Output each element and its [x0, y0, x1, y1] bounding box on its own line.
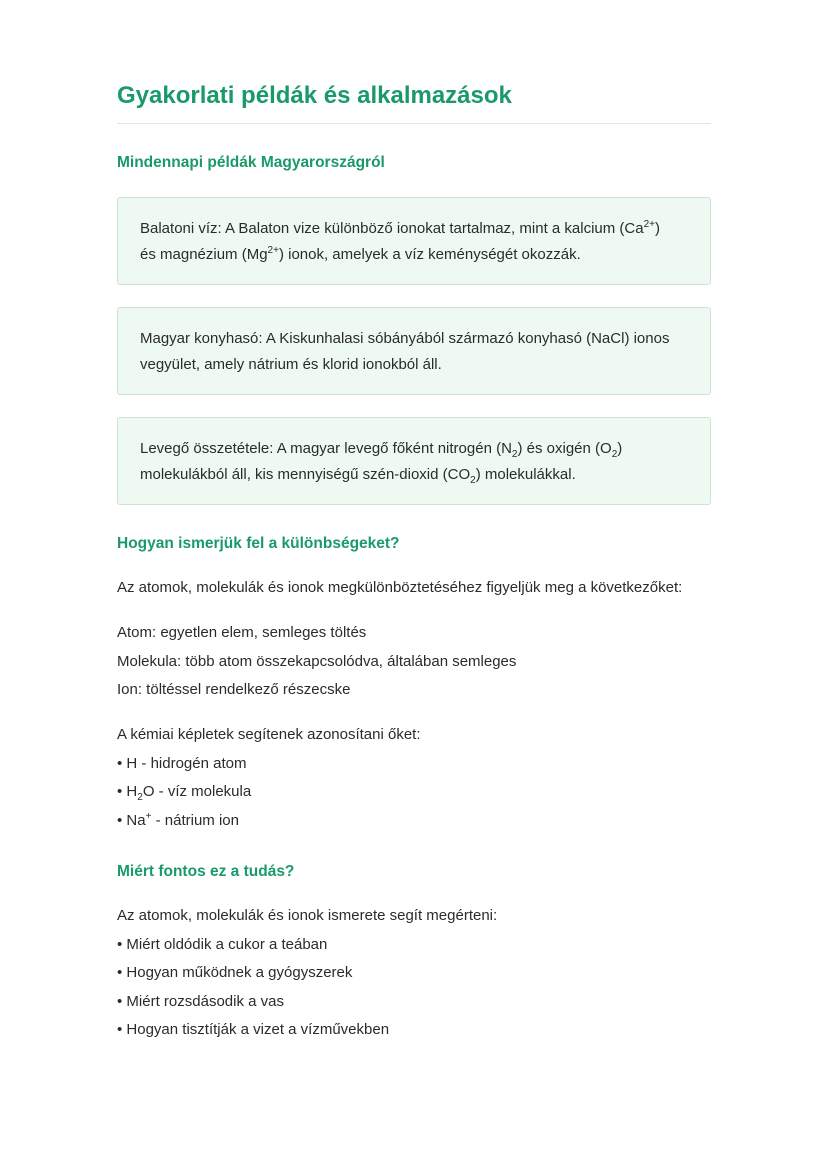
definition-ion: Ion: töltéssel rendelkező részecske	[117, 681, 351, 698]
formula-text: O - víz molekula	[142, 783, 252, 800]
list-item: • Hogyan működnek a gyógyszerek	[117, 964, 353, 981]
card-line	[140, 242, 690, 268]
card-text: ) és oxigén (O	[517, 440, 612, 457]
card-text: )	[617, 440, 623, 457]
card-label: Levegő összetétele:	[140, 440, 274, 457]
page-title: Gyakorlati példák és alkalmazások	[117, 82, 512, 109]
example-card-balaton	[117, 197, 711, 285]
superscript: +	[145, 810, 152, 822]
card-text: és magnézium (Mg	[140, 246, 268, 263]
card-line	[140, 326, 690, 352]
card-text: A Balaton vize különböző ionokat tartalmaz, mint a kalcium (Ca	[221, 220, 644, 237]
superscript: 2+	[267, 245, 279, 256]
card-text: A Kiskunhalasi sóbányából származó konyhasó (NaCl) ionos	[262, 330, 670, 347]
definition-atom: Atom: egyetlen elem, semleges töltés	[117, 624, 367, 641]
definition-list	[117, 619, 516, 705]
card-line	[140, 216, 690, 242]
title-divider	[117, 123, 711, 124]
list-item: • Miért oldódik a cukor a teában	[117, 935, 328, 953]
card-line	[140, 436, 690, 462]
formula-text: - nátrium ion	[151, 811, 239, 829]
formulas-intro: A kémiai képletek segítenek azonosítani őket:	[117, 726, 421, 743]
card-text: )	[655, 220, 660, 237]
formula-item-sodium	[117, 807, 421, 836]
card-label: Magyar konyhasó:	[140, 330, 263, 347]
card-line	[140, 462, 690, 488]
formula-item-water	[117, 778, 421, 807]
subscript: 2	[137, 792, 143, 803]
formula-text: • H	[117, 783, 138, 800]
card-line: vegyület, amely nátrium és klorid ionokból áll.	[140, 356, 442, 373]
definition-molecule: Molekula: több atom összekapcsolódva, általában semleges	[117, 652, 517, 670]
list-item: • Miért rozsdásodik a vas	[117, 992, 284, 1010]
subscript: 2	[611, 449, 618, 460]
formula-list	[117, 721, 421, 835]
card-text: A magyar levegő főként nitrogén (N	[273, 440, 512, 457]
example-card-salt	[117, 307, 711, 395]
card-text: ) molekulákkal.	[475, 466, 576, 483]
importance-intro: Az atomok, molekulák és ionok ismerete segít megérteni:	[117, 907, 498, 924]
superscript: 2+	[643, 219, 655, 230]
importance-list	[117, 902, 497, 1045]
section-heading-importance: Miért fontos ez a tudás?	[117, 863, 295, 880]
card-text: ) ionok, amelyek a víz keménységét okozzák.	[278, 246, 581, 263]
formula-item-hydrogen: • H - hidrogén atom	[117, 754, 247, 772]
card-text: molekulákból áll, kis mennyiségű szén-dioxid (CO	[140, 466, 471, 483]
section-heading-examples: Mindennapi példák Magyarországról	[117, 154, 385, 171]
subscript: 2	[511, 449, 518, 460]
card-label: Balatoni víz:	[140, 220, 222, 237]
list-item: • Hogyan tisztítják a vizet a vízművekben	[117, 1021, 390, 1038]
section-heading-differences: Hogyan ismerjük fel a különbségeket?	[117, 535, 400, 552]
formula-text: • Na	[117, 811, 146, 829]
subscript: 2	[470, 475, 476, 486]
differences-intro: Az atomok, molekulák és ionok megkülönböztetéséhez figyeljük meg a következőket:	[117, 579, 683, 596]
example-card-air	[117, 417, 711, 505]
